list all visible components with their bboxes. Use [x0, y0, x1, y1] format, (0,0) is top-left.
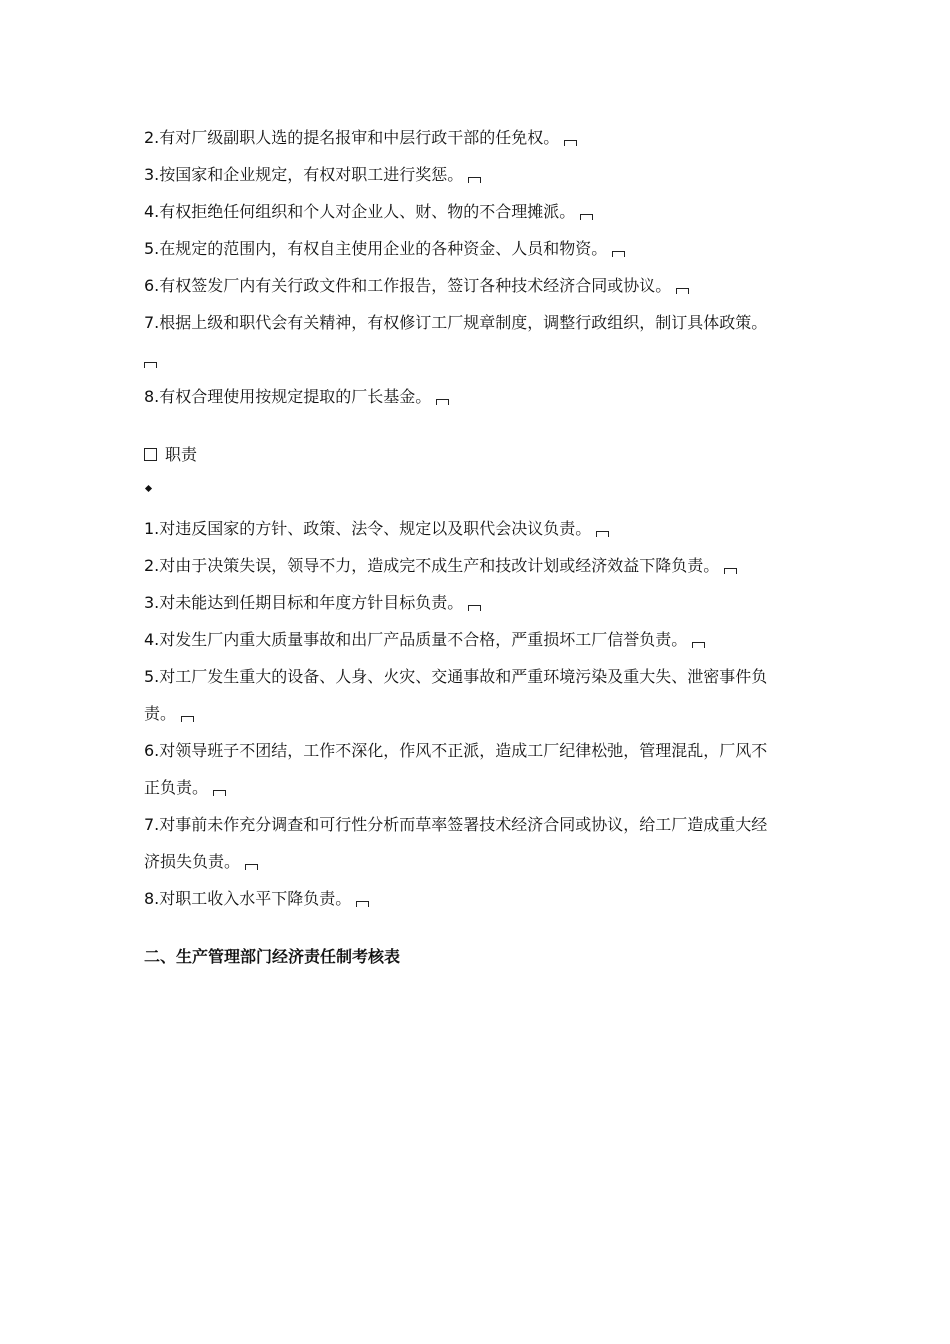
duties-item-5: 5.对工厂发生重大的设备、人身、火灾、交通事故和严重环境污染及重大失、泄密事件负: [144, 667, 768, 686]
paragraph-mark-icon: [580, 214, 593, 220]
rights-item-7-continuation: [144, 341, 800, 378]
paragraph-mark-icon: [144, 362, 157, 368]
duties-item-5-continuation: 责。: [144, 695, 800, 732]
duties-item-4: 4.对发生厂内重大质量事故和出厂产品质量不合格，严重损坏工厂信誉负责。: [144, 621, 800, 658]
paragraph-mark-icon: [213, 790, 226, 796]
duties-item-2: 2.对由于决策失误，领导不力，造成完不成生产和技改计划或经济效益下降负责。: [144, 547, 800, 584]
rights-item-5: 5.在规定的范围内，有权自主使用企业的各种资金、人员和物资。: [144, 230, 800, 267]
paragraph-mark-icon: [356, 901, 369, 907]
document-page: [144, 119, 800, 975]
paragraph-mark-icon: [596, 531, 609, 537]
duties-item-6: 6.对领导班子不团结，工作不深化，作风不正派，造成工厂纪律松弛，管理混乱，厂风不: [144, 741, 768, 760]
duties-item-1: 1.对违反国家的方针、政策、法令、规定以及职代会决议负责。: [144, 510, 800, 547]
duties-item-8: 8.对职工收入水平下降负责。: [144, 880, 800, 917]
paragraph-mark-icon: [676, 288, 689, 294]
paragraph-mark-icon: [245, 864, 258, 870]
rights-item-8: 8.有权合理使用按规定提取的厂长基金。: [144, 378, 800, 415]
duties-item-3: 3.对未能达到任期目标和年度方针目标负责。: [144, 584, 800, 621]
rights-item-7: 7.根据上级和职代会有关精神，有权修订工厂规章制度，调整行政组织，制订具体政策。: [144, 313, 768, 332]
duties-item-7-continuation: 济损失负责。: [144, 843, 800, 880]
section-title: 二、生产管理部门经济责任制考核表: [144, 947, 401, 966]
paragraph-mark-icon: [612, 251, 625, 257]
checkbox-icon: [144, 448, 157, 461]
duties-heading: 职责: [144, 436, 800, 473]
rights-item-6: 6.有权签发厂内有关行政文件和工作报告，签订各种技术经济合同或协议。: [144, 267, 800, 304]
paragraph-mark-icon: [692, 642, 705, 648]
bullet-row: [144, 473, 800, 510]
rights-item-4: 4.有权拒绝任何组织和个人对企业人、财、物的不合理摊派。: [144, 193, 800, 230]
duties-item-7: 7.对事前未作充分调查和可行性分析而草率签署技术经济合同或协议，给工厂造成重大经: [144, 815, 768, 834]
paragraph-mark-icon: [436, 399, 449, 405]
duties-item-6-continuation: 正负责。: [144, 769, 800, 806]
paragraph-mark-icon: [724, 568, 737, 574]
paragraph-mark-icon: [468, 605, 481, 611]
rights-item-2: 2.有对厂级副职人选的提名报审和中层行政干部的任免权。: [144, 119, 800, 156]
paragraph-mark-icon: [468, 177, 481, 183]
paragraph-mark-icon: [181, 716, 194, 722]
rights-item-3: 3.按国家和企业规定，有权对职工进行奖惩。: [144, 156, 800, 193]
paragraph-mark-icon: [564, 140, 577, 146]
diamond-bullet-icon: [145, 485, 152, 492]
